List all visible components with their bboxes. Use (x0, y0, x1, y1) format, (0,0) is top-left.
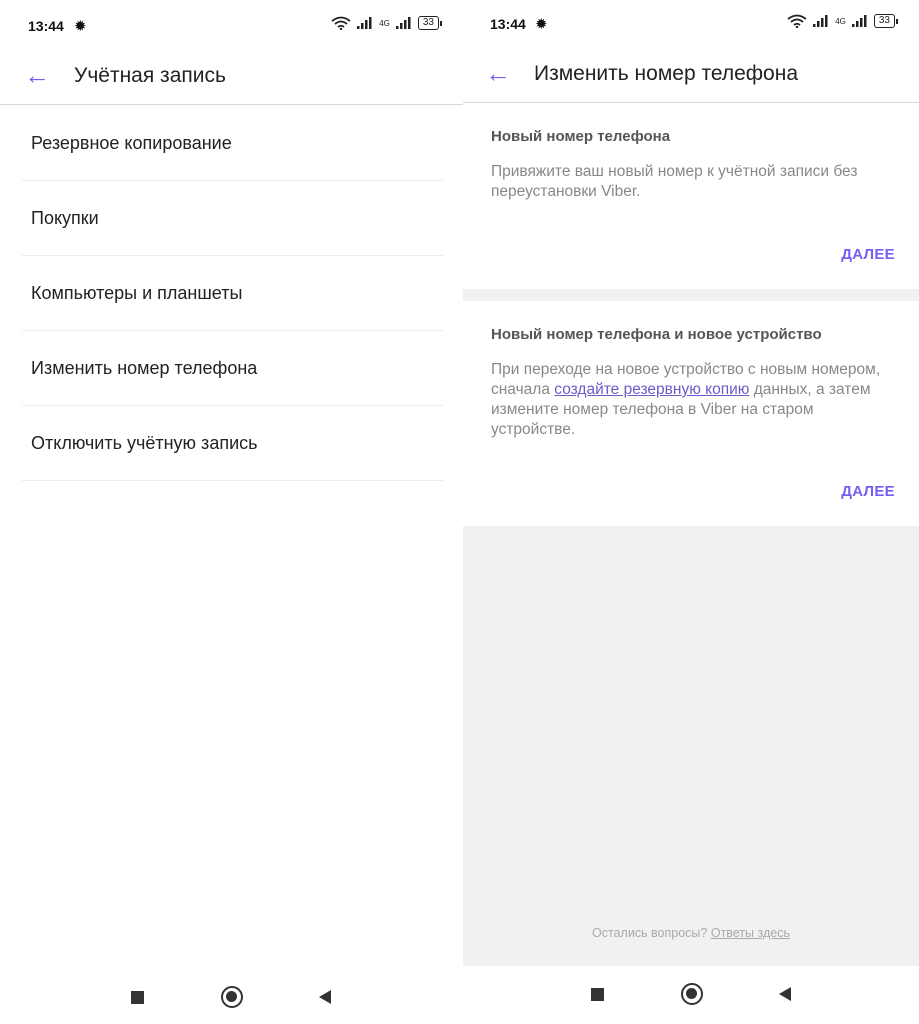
battery-icon: 33 (418, 16, 439, 30)
wifi-icon (331, 16, 351, 30)
system-nav-bar (0, 966, 463, 1024)
option-description: Привяжите ваш новый номер к учётной записи без переустановки Viber. (491, 163, 858, 200)
backup-link[interactable]: создайте резервную копию (554, 381, 750, 398)
status-bar (463, 0, 919, 52)
signal-icon (357, 17, 373, 29)
option-description (491, 360, 893, 440)
menu-item-deactivate[interactable]: Отключить учётную запись (0, 406, 463, 481)
option-title: Новый номер телефона (491, 128, 671, 145)
menu-item-backup[interactable]: Резервное копирование (0, 106, 463, 181)
nav-recents-icon[interactable] (131, 991, 144, 1004)
help-footer (463, 926, 919, 940)
status-icons (331, 16, 439, 30)
description-part: данных, а затем измените номер телефона в Viber на старом устройстве. (491, 381, 871, 438)
menu-item-change-number[interactable]: Изменить номер телефона (0, 331, 463, 406)
nav-home-icon[interactable] (221, 986, 243, 1008)
network-type: 4G (379, 18, 390, 28)
change-number-screen (463, 0, 919, 1024)
menu-item-devices[interactable]: Компьютеры и планшеты (0, 256, 463, 331)
app-bar (463, 50, 919, 102)
empty-area (463, 526, 919, 966)
system-nav-bar (463, 966, 919, 1024)
gear-icon: ✹ (535, 16, 548, 33)
footer-question: Остались вопросы? (592, 926, 708, 940)
gear-icon: ✹ (74, 18, 87, 35)
account-menu (0, 106, 463, 481)
signal-icon (813, 15, 829, 27)
nav-home-icon[interactable] (681, 983, 703, 1005)
description-part: При переходе на новое устройство с новым номером, сначала (491, 361, 881, 398)
status-bar (0, 0, 463, 52)
section-separator (463, 289, 919, 301)
signal-icon (396, 17, 412, 29)
menu-item-purchases[interactable]: Покупки (0, 181, 463, 256)
signal-icon (852, 15, 868, 27)
nav-back-icon[interactable] (319, 990, 331, 1004)
next-button[interactable]: ДАЛЕЕ (841, 483, 895, 500)
status-icons (787, 14, 895, 28)
page-title: Изменить номер телефона (534, 62, 798, 85)
back-arrow-icon[interactable]: ← (24, 60, 50, 90)
option-new-number (463, 103, 919, 289)
battery-icon: 33 (874, 14, 895, 28)
page-title: Учётная запись (74, 64, 226, 87)
nav-recents-icon[interactable] (591, 988, 604, 1001)
app-bar (0, 52, 463, 104)
status-time: 13:44 (490, 16, 526, 32)
network-type: 4G (835, 16, 846, 26)
answers-link[interactable]: Ответы здесь (710, 926, 790, 940)
wifi-icon (787, 14, 807, 28)
header-divider (0, 104, 463, 105)
nav-back-icon[interactable] (779, 987, 791, 1001)
next-button[interactable]: ДАЛЕЕ (841, 246, 895, 263)
back-arrow-icon[interactable]: ← (485, 58, 511, 88)
option-new-number-new-device (463, 301, 919, 526)
status-time: 13:44 (28, 18, 64, 34)
option-title: Новый номер телефона и новое устройство (491, 326, 822, 343)
